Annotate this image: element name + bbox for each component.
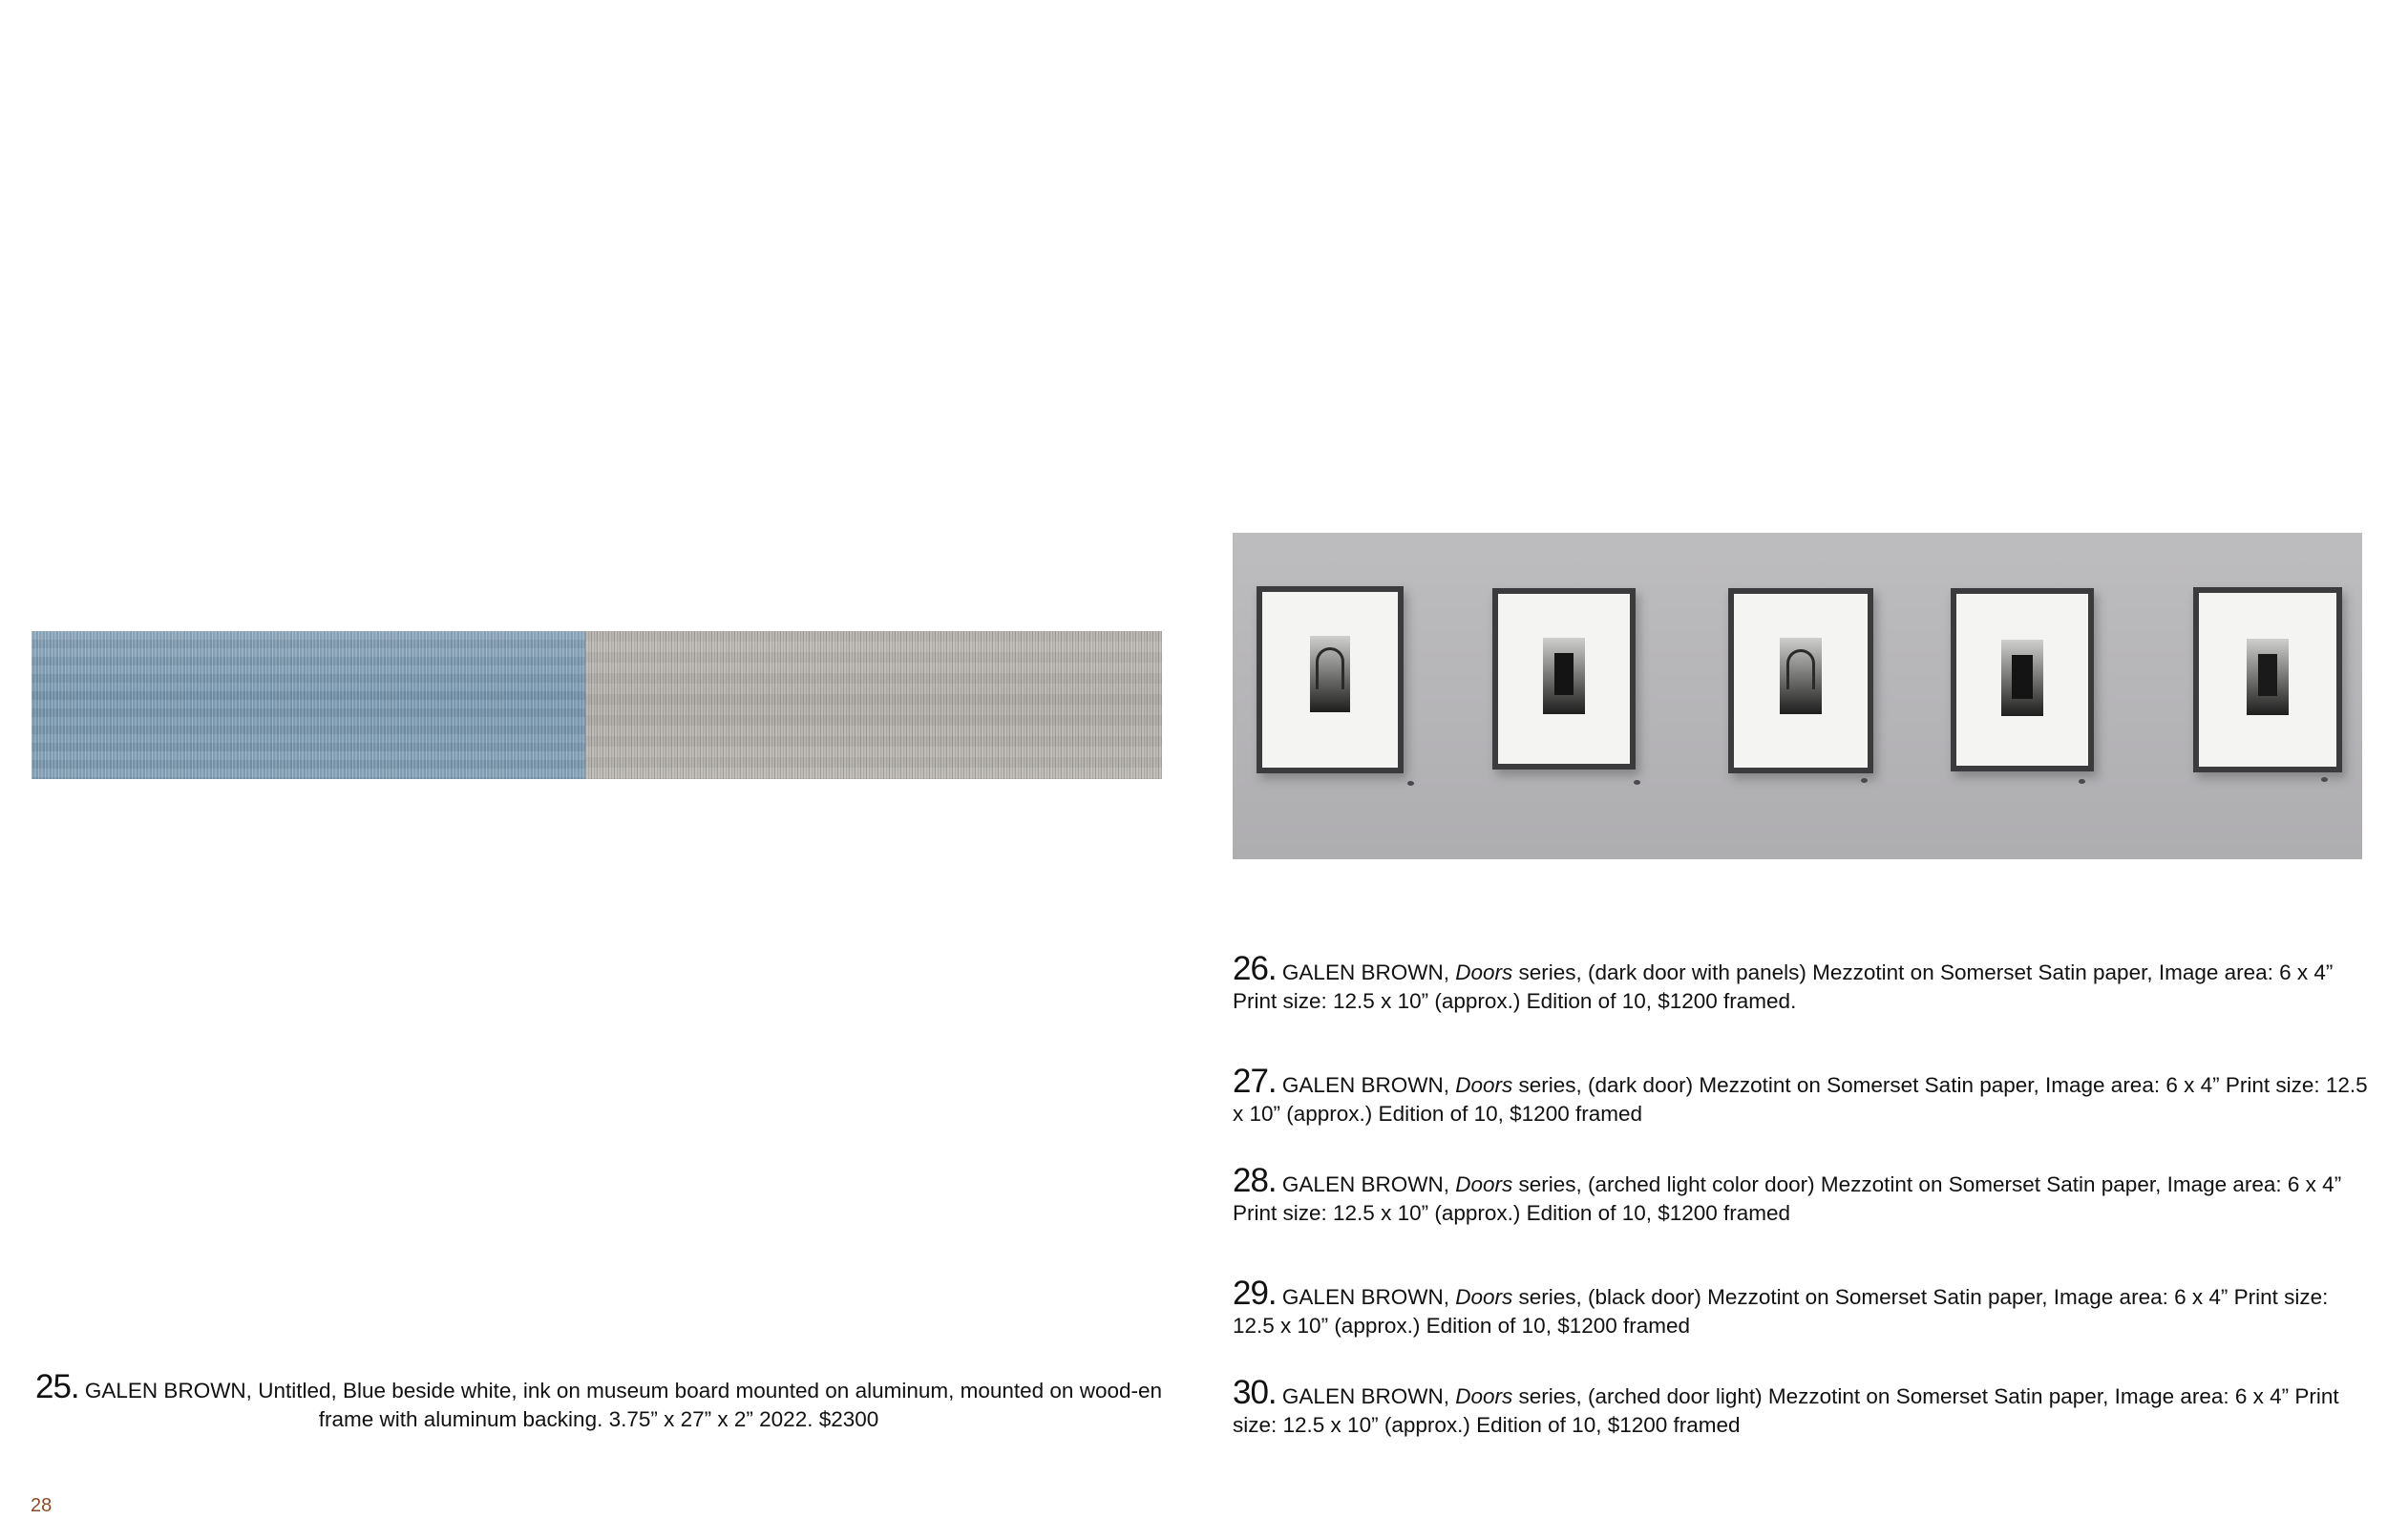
arch-door-3: [1786, 649, 1815, 689]
caption-text: series, (dark door) Mezzotint on Somerset Satin paper, Image area: 6 x 4” Print size: 12.5 x 10” (approx.) Edition of 10, $1200 framed: [1233, 1073, 2368, 1126]
framed-print-2: [1492, 588, 1636, 770]
series-title: Doors: [1455, 1073, 1513, 1097]
artist-name: GALEN BROWN,: [1281, 1073, 1449, 1097]
framed-print-4: [1951, 588, 2094, 771]
caption-number: 26.: [1233, 950, 1277, 987]
caption-26: [1233, 950, 2369, 1016]
caption-30: [1233, 1374, 2369, 1440]
artist-name: GALEN BROWN,: [1281, 1384, 1449, 1408]
caption-text: series, (arched door light) Mezzotint on Somerset Satin paper, Image area: 6 x 4” Print size: 12.5 x 10” (approx.) Edition of 10, $1200 framed: [1233, 1384, 2339, 1437]
doors-installation-photo: [1233, 533, 2362, 859]
caption-27: [1233, 1063, 2369, 1129]
caption-number: 30.: [1233, 1374, 1277, 1411]
hanging-nail-3: [1861, 778, 1868, 783]
hanging-nail-2: [1634, 780, 1640, 785]
caption-28: [1233, 1162, 2369, 1228]
arch-door-1: [1316, 647, 1344, 689]
framed-print-5: [2193, 587, 2342, 772]
hanging-nail-5: [2321, 777, 2328, 782]
series-title: Doors: [1455, 1384, 1513, 1408]
framed-print-3: [1728, 588, 1873, 773]
caption-number: 25.: [34, 1368, 79, 1405]
series-title: Doors: [1455, 1285, 1513, 1309]
artist-name: GALEN BROWN,: [1281, 960, 1449, 984]
caption-25: [32, 1368, 1166, 1434]
blue-panel: [32, 631, 585, 779]
caption-number: 29.: [1233, 1275, 1277, 1312]
caption-number: 27.: [1233, 1063, 1277, 1100]
series-title: Doors: [1455, 1172, 1513, 1196]
caption-text: Untitled, Blue beside white, ink on museum board mounted on aluminum, mounted on wood-en frame with aluminum backing. 3.75” x 27” x 2” 2022. $2300: [258, 1379, 1163, 1431]
caption-text: series, (black door) Mezzotint on Somerset Satin paper, Image area: 6 x 4” Print size: 12.5 x 10” (approx.) Edition of 10, $1200 framed: [1233, 1285, 2329, 1338]
hanging-nail-4: [2079, 779, 2085, 784]
series-title: Doors: [1455, 960, 1513, 984]
page-number: 28: [31, 1495, 53, 1516]
dark-door-2: [1554, 653, 1574, 695]
caption-number: 28.: [1233, 1162, 1277, 1199]
black-door-4: [2012, 655, 2033, 699]
white-panel: [585, 631, 1162, 779]
artist-name: GALEN BROWN,: [1281, 1172, 1449, 1196]
framed-print-1: [1257, 586, 1404, 773]
caption-text: series, (arched light color door) Mezzotint on Somerset Satin paper, Image area: 6 x 4” Print size: 12.5 x 10” (approx.) Edition of 10, $1200 framed: [1233, 1172, 2342, 1225]
hanging-nail-1: [1407, 781, 1414, 786]
caption-29: [1233, 1275, 2369, 1340]
arched-door-light-5: [2258, 654, 2277, 696]
artist-name: GALEN BROWN,: [1281, 1285, 1449, 1309]
artwork-blue-beside-white-image: [32, 631, 1162, 779]
artist-name: GALEN BROWN,: [84, 1379, 252, 1403]
caption-text: series, (dark door with panels) Mezzotint on Somerset Satin paper, Image area: 6 x 4” Print size: 12.5 x 10” (approx.) Edition of 10, $1200 framed.: [1233, 960, 2334, 1013]
